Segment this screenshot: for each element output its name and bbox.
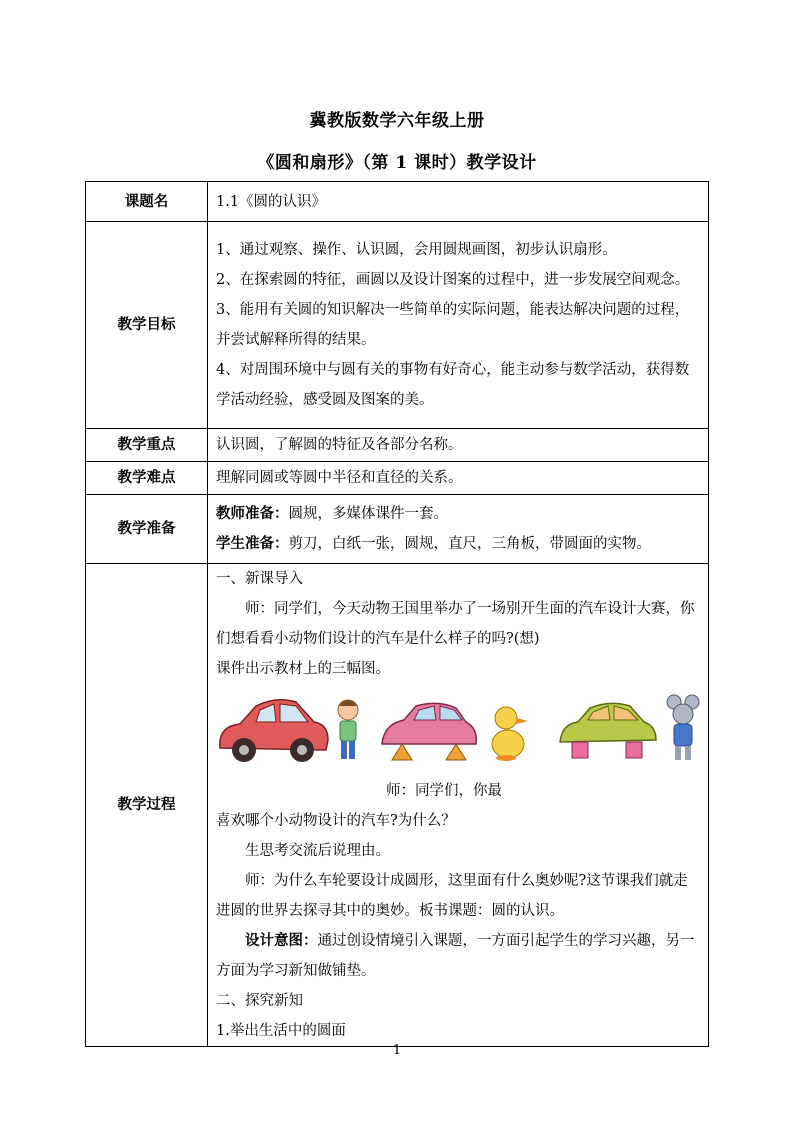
key-label: 教学重点 (86, 429, 208, 462)
teacher-prep-label: 教师准备： (216, 505, 289, 522)
paragraph: 师：同学们，你最 (386, 783, 502, 799)
paragraph: 喜欢哪个小动物设计的汽车?为什么？ (216, 813, 456, 829)
prep-label: 教学准备 (86, 495, 208, 564)
mouse-icon (667, 695, 699, 760)
student-prep-value: 剪刀，白纸一张，圆规，直尺，三角板，带圆面的实物。 (288, 536, 651, 552)
student-prep-label: 学生准备： (216, 535, 289, 552)
paragraph: 1.举出生活中的圆面 (216, 1023, 346, 1039)
goal-item: 4、对周围环境中与圆有关的事物有好奇心，能主动参与数学活动，获得数学活动经验，感受圆及图案的美。 (216, 362, 690, 408)
difficulty-value: 理解同圆或等圆中半径和直径的关系。 (208, 462, 709, 495)
pink-car-icon (382, 703, 476, 760)
process-label: 教学过程 (86, 564, 208, 1047)
paragraph: 师：为什么车轮要设计成圆形，这里面有什么奥妙呢?这节课我们就走进圆的世界去探寻其中的奥妙。板书课题：圆的认识。 (216, 873, 688, 919)
goal-item: 1、通过观察、操作、认识圆，会用圆规画图，初步认识扇形。 (216, 242, 617, 258)
document-title: 冀教版数学六年级上册 (309, 111, 485, 131)
row-goals (86, 222, 709, 429)
paragraph: 课件出示教材上的三幅图。 (216, 661, 390, 677)
row-key (86, 429, 709, 462)
page-number: 1 (392, 1043, 402, 1058)
document-subtitle: 《圆和扇形》（第 1 课时）教学设计 (257, 153, 537, 173)
prep-content (208, 495, 709, 564)
green-car-icon (560, 703, 656, 758)
row-topic (86, 182, 709, 222)
lesson-plan-table (85, 181, 709, 1047)
row-process (86, 564, 709, 1047)
design-intent-label: 设计意图： (245, 932, 318, 949)
boy-icon (338, 700, 358, 759)
topic-label: 课题名 (86, 182, 208, 222)
paragraph: 师：同学们，今天动物王国里举办了一场别开生面的汽车设计大赛，你们想看看小动物们设计的汽车是什么样子的吗?(想) (216, 601, 695, 647)
student-prep (216, 529, 700, 559)
design-intent (216, 926, 700, 986)
red-car-icon (220, 700, 328, 762)
process-content (208, 564, 709, 1047)
duck-icon (492, 707, 528, 761)
teacher-prep-value: 圆规，多媒体课件一套。 (288, 506, 448, 522)
section-heading: 二、探究新知 (216, 993, 303, 1009)
topic-value: 1.1《圆的认识》 (208, 182, 709, 222)
goals-content (208, 222, 709, 429)
design-intent-value: 通过创设情境引入课题，一方面引起学生的学习兴趣，另一方面为学习新知做铺垫。 (216, 933, 695, 979)
goal-item: 2、在探索圆的特征，画圆以及设计图案的过程中，进一步发展空间观念。 (216, 272, 690, 288)
row-difficulty (86, 462, 709, 495)
goal-item: 3、能用有关圆的知识解决一些简单的实际问题，能表达解决问题的过程，并尝试解释所得的结果。 (216, 302, 690, 348)
goals-label: 教学目标 (86, 222, 208, 429)
row-prep (86, 495, 709, 564)
difficulty-label: 教学难点 (86, 462, 208, 495)
section-heading: 一、新课导入 (216, 571, 303, 587)
car-illustration-image (216, 688, 706, 776)
car-illustrations (216, 688, 700, 776)
paragraph: 生思考交流后说理由。 (245, 843, 390, 859)
key-value: 认识圆，了解圆的特征及各部分名称。 (208, 429, 709, 462)
teacher-prep (216, 499, 700, 529)
